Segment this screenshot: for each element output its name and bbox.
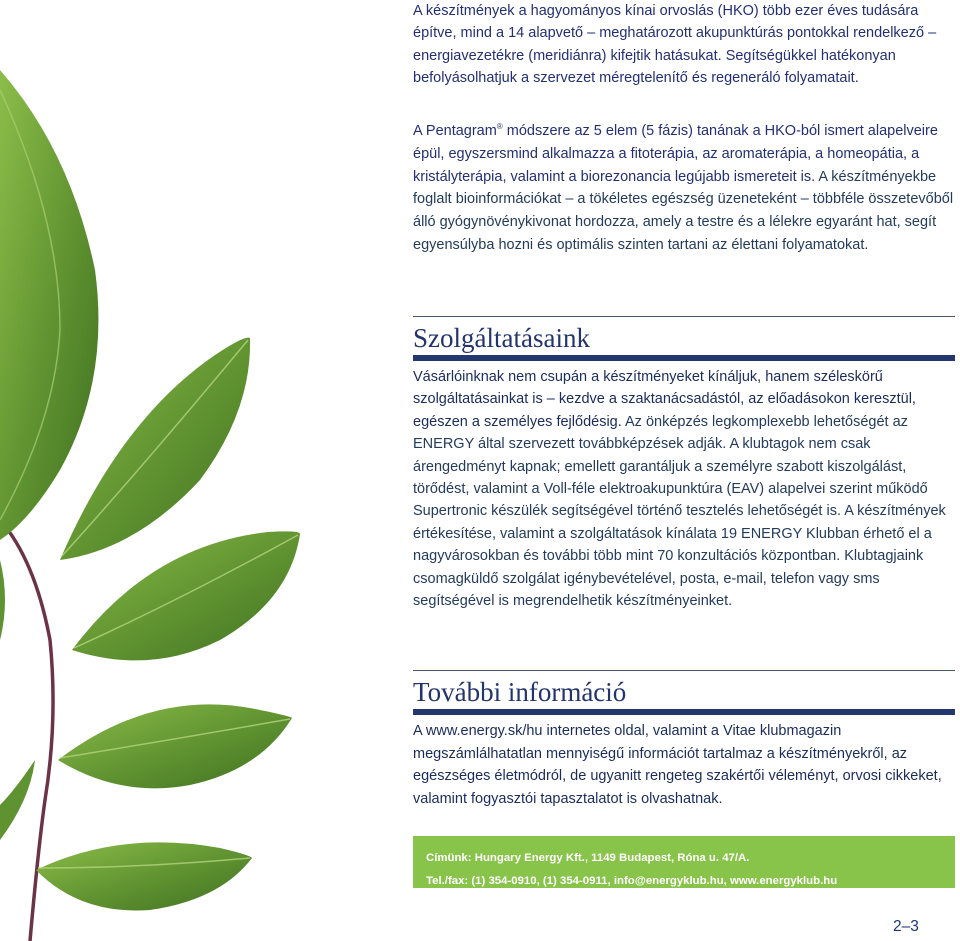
leaf [72,531,300,660]
more-info-heading: További információ [413,677,627,707]
leaf [0,70,98,540]
section-top-rule [413,316,955,317]
address-box [413,836,955,888]
services-text-a: Vásárlóinknak nem csupán a készítményeket kínáljuk, hanem széleskörű szolgáltatásainkat is – kezdve a szaktanácsadástól, az előadásokon keresztül, egészen a személyes fejlődésig. [413,369,916,430]
section-bar [413,709,955,715]
pentagram-text: módszere az 5 elem (5 fázis) tanának a HKO-ból ismert alapelveire épül, egyszersmind alkalmazza a fitoterápia, az aromaterápia, a homeopátia, a kristályterápia, valamint a biorezonancia legújabb ismereteit is. [413,123,938,185]
leaf-branch-illustration [0,0,400,941]
leaf [0,760,35,840]
services-heading: Szolgáltatásaink [413,323,590,353]
contact-line: Tel./fax: (1) 354-0910, (1) 354-0911, info@energyklub.hu, www.energyklub.hu [426,874,838,887]
intro-paragraph: A készítmények a hagyományos kínai orvoslás (HKO) több ezer éves tudására építve, mind a 14 alapvető – meghatározott akupunktúrás pontokkal rendelkező – energiavezetékre (meridiánra) kifejtik hatásukat. Segítségükkel hatékonyan befolyásolhatjuk a szervezet méregtelenítő és regeneráló folyamatait. [413,3,937,86]
pentagram-paragraph [413,120,958,257]
leaf [58,704,292,788]
services-paragraph [413,366,958,612]
services-text-b: Az önképzés legkomplexebb lehetőségét az ENERGY által szervezett továbbképzések adják. A klubtagok nem csak árengedményt kapnak; emellett garantáljuk a személyre szabott kiszolgálást, törődést, valamint a Voll-féle elektroakupunktúra (EAV) alapelvei szerint működő Supertronic készülék segítségével történő tesztelés lehetőségét is. A készítmények értékesítése, valamint a szolgáltatások kínálata 19 ENERGY Klubban érhető el a nagyvárosokban és további több mint 70 konzultációs központban. Klubtagjaink csomagküldő szolgálat igénybevételével, posta, e-mail, telefon vagy sms segítségével is megrendelhetik készítményeinket. [413,413,946,610]
registered-mark: ® [496,122,503,131]
pentagram-text-continued: A készítményekbe foglalt bioinformációkat – a tökéletes egészség üzeneteként – többféle összetevőből álló gyógynövénykivonat hordozza, amely a testre és a lélekre egyaránt hat, segít egyensúlyba hozni és optimális szinten tartani az élettani folyamatokat. [413,168,954,253]
leaf [0,560,5,640]
leaf [36,842,252,910]
more-info-paragraph: A www.energy.sk/hu internetes oldal, valamint a Vitae klubmagazin megszámlálhatatlan mennyiségű információt tartalmaz a készítményekről, az egészséges életmódról, de ugyanitt rengeteg szakértői véleményt, orvosi cikkeket, valamint fogyasztói tapasztalatot is olvashatnak. [413,723,942,807]
pentagram-lead: A Pentagram [413,123,497,139]
address-line: Címünk: Hungary Energy Kft., 1149 Budapest, Róna u. 47/A. [426,852,750,864]
section-top-rule [413,670,955,671]
page-number: 2–3 [893,918,919,935]
section-bar [413,355,955,361]
